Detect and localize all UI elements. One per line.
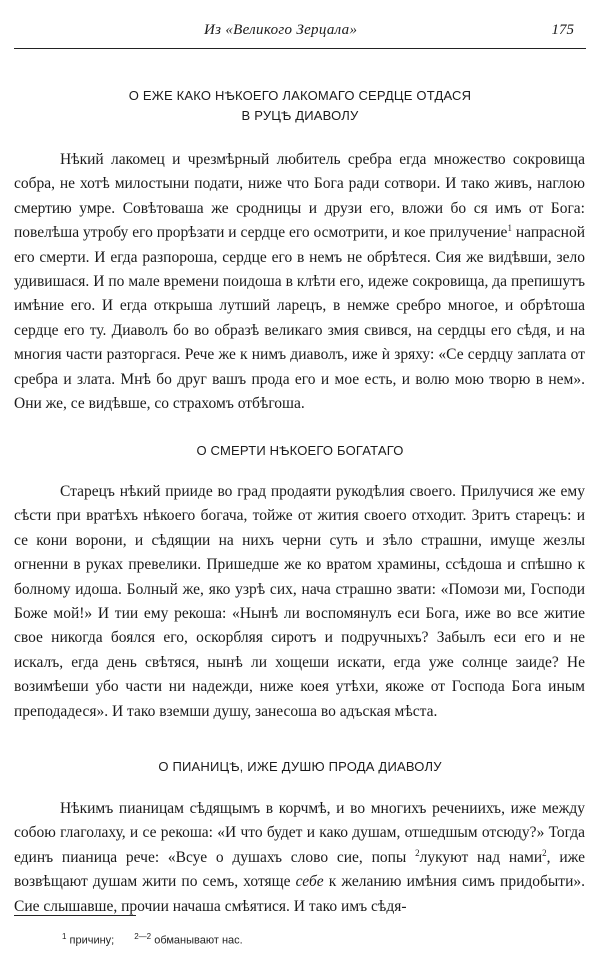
footnote-text: обманывают нас. [151, 934, 243, 947]
section-body-rich-man-death [14, 480, 585, 724]
body-italic-word: себе [295, 873, 324, 891]
section-title-line: О СМЕРТИ НѢКОЕГО БОГАТАГО [196, 443, 404, 458]
section-title-line: О ЕЖЕ КАКО НѢКОЕГО ЛАКОМАГО СЕРДЦЕ ОТДАСЯ [128, 88, 472, 103]
section-title-line: О ПИАНИЦѢ, ИЖЕ ДУШЮ ПРОДА ДИАВОЛУ [158, 759, 442, 774]
running-title: Из «Великого Зерцала» [204, 22, 358, 38]
footnotes [62, 932, 243, 947]
footnote-mark: 2—2 [134, 932, 152, 941]
section-title-greedy-heart [0, 86, 600, 126]
section-title-rich-man-death [0, 441, 600, 461]
footnote-mark: 1 [507, 223, 512, 234]
section-body-drunkard [14, 797, 585, 919]
body-text: Нѣкимъ пианицам сѣдящымъ в корчмѣ, и во многихъ речениихъ, иже между собою глаголаху, и се рекоша: «И что будет и како душам, отшедшым отсюду?» Тогда единъ пианица рече: «Всуе о душахъ слово сие, попы [14, 800, 585, 866]
body-text: Старецъ нѣкий прииде во град продаяти рукодѣлия своего. Прилучися же ему сѣсти при вратѣхъ нѣкоего богача, тойже от жития своего отходит. Зритъ старецъ: и се кони ворони, и сѣдящии на нихъ черни суть и зѣло страшни, имуще жезлы огненни в руках превелики. Пришедше же ко вратом храмины, ссѣдоша и спѣшно к болному идоша. Болный же, яко узрѣ сих, нача страшно звати: «Помози ми, Господи Боже мой!» И тии ему рекоша: «Нынѣ ли воспомянулъ еси Бога, иже во все житие свое никогда боялся его, оскорбляя сиротъ и подручныхъ? Забылъ еси его и не искалъ, егда день свѣтяся, нынѣ ли хощеши искати, егда уже солнце заиде? Не возимѣеши убо части ни надежди, ниже коея утѣхи, якоже от Господа Бога иным преподадеся». И тако вземши душу, занесоша во адъская мѣста. [14, 483, 585, 720]
body-text: лукуют над нами [419, 848, 543, 866]
footnote-rule [14, 915, 136, 916]
body-text: Нѣкий лакомец и чрезмѣрный любитель сребра егда множество сокровища собра, не хотѣ милостыни подати, ниже что Бога ради сотвори. И тако живъ, наглою смертию умре. Совѣтоваша же сродницы и друзи его, вложи бо ся имъ от Бога: повелѣша утробу его прорѣзати и сердце его осмотрити, и кое прилучение [14, 151, 585, 242]
footnote-text: причину; [66, 934, 115, 947]
section-title-drunkard [0, 757, 600, 777]
body-text: напрасной его смерти. И егда разпороша, сердце его в немъ не обрѣтеся. Сия же видѣвши, зело удивишася. И по мале времени поидоша в клѣти его, идеже сокровища, да препишутъ имѣние его. И егда открыша лутший ларецъ, в немже сребро многое, и обрѣтоша сердце его ту. Диаволъ бо во образѣ великаго змия свився, на сердцы его сѣдя, и на многия части разторгася. Рече же к нимъ диаволъ, иже ѝ зряху: «Се сердцу заплата от сребра и злата. Мнѣ бо друг вашъ прода его и мое есть, и волю мою творю в нем». Они же, се видѣвше, со страхомъ отбѣгоша. [14, 224, 585, 413]
footnote-mark: 1 [62, 932, 67, 941]
body-text: к желанию имѣния симъ придобыти». Сие слышавше, прочии начаша смѣятися. И тако имъ сѣдя- [14, 873, 585, 915]
page-number: 175 [551, 22, 574, 38]
footnote-mark: 2 [415, 847, 420, 858]
footnote-mark: 2 [542, 847, 547, 858]
running-header [14, 18, 586, 44]
header-rule [14, 48, 586, 49]
body-text: , иже возвѣщают душам жити по семъ, хотяще [14, 848, 585, 891]
section-title-line: В РУЦѢ ДИАВОЛУ [241, 108, 359, 123]
section-body-greedy-heart [14, 148, 585, 416]
